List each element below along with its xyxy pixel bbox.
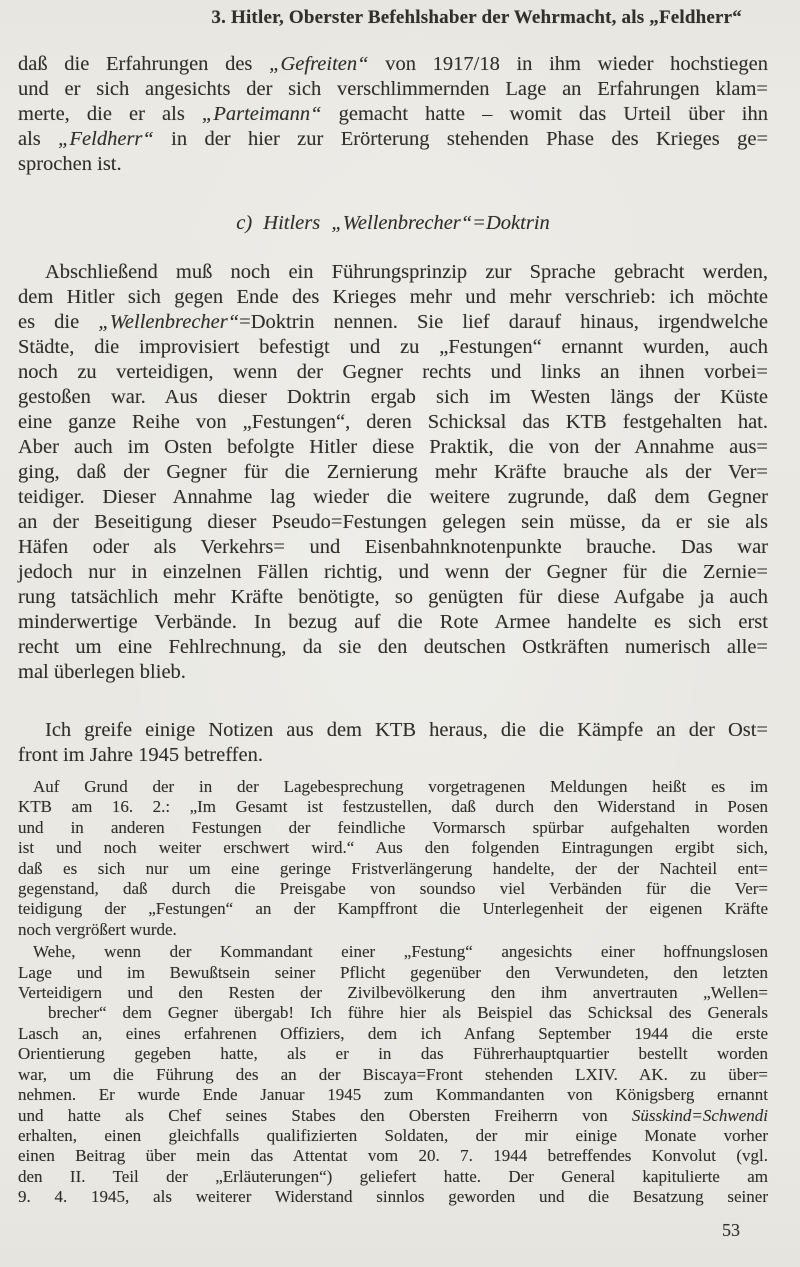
paragraph-ktb-einleitung	[18, 718, 768, 768]
text-line	[18, 102, 768, 127]
text-line	[18, 743, 768, 768]
body-text: es die	[18, 311, 99, 333]
paragraph-wellenbrecher-doktrin	[18, 260, 768, 685]
emphasized-text: „Feldherr“	[58, 128, 154, 150]
section-heading: c) Hitlers „Wellenbrecher“=Doktrin	[236, 212, 550, 234]
body-text: erhalten, einen gleichfalls qualifizierten Soldaten, der mir einige Monate vorher	[18, 1125, 768, 1145]
text-line	[18, 963, 768, 983]
text-line	[18, 1126, 768, 1146]
text-line	[18, 310, 768, 335]
body-text: 9. 4. 1945, als weiterer Widerstand sinnlos geworden und die Besatzung seiner	[18, 1187, 768, 1207]
body-text: Ich greife einige Notizen aus dem KTB heraus, die die Kämpfe an der Ost=	[45, 719, 768, 741]
page-number: 53	[722, 1219, 740, 1240]
text-line	[18, 610, 768, 635]
body-text: Auf Grund der in der Lagebesprechung vorgetragenen Meldungen heißt es im	[33, 777, 768, 796]
body-text: minderwertige Verbände. In bezug auf die Rote Armee handelte es sich erst	[18, 611, 768, 633]
text-line	[18, 983, 768, 1003]
body-text: war, um die Führung des an der Biscaya=Front stehenden LXIV. AK. zu über=	[18, 1064, 768, 1084]
body-text: front im Jahre 1945 betreffen.	[18, 744, 263, 766]
text-line	[18, 460, 768, 485]
text-line	[18, 838, 768, 858]
emphasized-text: „Gefreiten“	[269, 53, 369, 75]
text-line	[18, 1167, 768, 1187]
body-text: an der Beseitigung dieser Pseudo=Festungen gelegen sein müsse, da er sie als	[18, 511, 768, 533]
body-text: Städte, die improvisiert befestigt und zu „Festungen“ ernannt wurden, auch	[18, 336, 768, 358]
text-line	[18, 797, 768, 817]
body-text: KTB am 16. 2.: „Im Gesamt ist festzustellen, daß durch den Widerstand in Posen	[18, 797, 768, 817]
body-text: daß die Erfahrungen des	[18, 53, 270, 75]
text-line	[18, 335, 768, 360]
text-line	[18, 1085, 768, 1105]
body-text: gemacht hatte – womit das Urteil über ihn	[321, 103, 768, 125]
body-text: merte, die er als	[18, 103, 202, 125]
body-text: noch zu verteidigen, wenn der Gegner rechts und links an ihnen vorbei=	[18, 361, 768, 383]
text-line	[18, 360, 768, 385]
text-line	[18, 535, 768, 560]
emphasized-text: Süsskind=Schwendi	[631, 1105, 768, 1125]
text-line	[18, 1003, 768, 1023]
emphasized-text: „Wellenbrecher“	[98, 311, 240, 333]
body-text: als	[18, 128, 59, 150]
text-line	[18, 485, 768, 510]
text-line	[18, 510, 768, 535]
body-text: in der hier zur Erörterung stehenden Phase des Krieges ge=	[153, 128, 768, 150]
running-header: 3. Hitler, Oberster Befehlshaber der Wehrmacht, als „Feldherr“	[211, 7, 742, 28]
body-text: jedoch nur in einzelnen Fällen richtig, und wenn der Gegner für die Zernie=	[18, 561, 768, 583]
body-text: mal überlegen blieb.	[18, 661, 186, 683]
text-line	[18, 585, 768, 610]
text-line	[18, 560, 768, 585]
body-text: Verteidigern und den Resten der Zivilbevölkerung den ihm anvertrauten „Wellen=	[18, 983, 768, 1003]
text-line	[18, 385, 768, 410]
paragraph-continuation	[18, 52, 768, 177]
body-text: eine ganze Reihe von „Festungen“, deren Schicksal das KTB festgehalten hat.	[18, 411, 768, 433]
text-line	[18, 920, 768, 940]
text-line	[18, 152, 768, 177]
text-line	[18, 1044, 768, 1064]
body-text: brecher“ dem Gegner übergab! Ich führe hier als Beispiel das Schicksal des Generals	[48, 1003, 768, 1023]
text-line	[18, 660, 768, 685]
body-text: und in anderen Festungen der feindliche Vormarsch spürbar aufgehalten worden	[18, 817, 768, 837]
body-text: dem Hitler sich gegen Ende des Krieges mehr und mehr verschrieb: ich möchte	[18, 286, 768, 308]
body-text: Aber auch im Osten befolgte Hitler diese Praktik, die von der Annahme aus=	[18, 436, 768, 458]
body-text: Orientierung gegeben hatte, als er in das Führerhauptquartier bestellt worden	[18, 1044, 768, 1064]
body-text: gestoßen war. Aus dieser Doktrin ergab sich im Westen längs der Küste	[18, 386, 768, 408]
body-text: Wehe, wenn der Kommandant einer „Festung“ angesichts einer hoffnungslosen	[33, 942, 768, 962]
text-line	[18, 1146, 768, 1166]
text-line	[18, 879, 768, 899]
body-text: von 1917/18 in ihm wieder hochstiegen	[368, 53, 768, 75]
body-text: Lasch an, eines erfahrenen Offiziers, dem ich Anfang September 1944 die erste	[18, 1023, 768, 1043]
paragraph-ktb-zitat	[18, 777, 768, 940]
text-line	[18, 899, 768, 919]
body-text: einen Beitrag über mein das Attentat vom 20. 7. 1944 betreffendes Konvolut (vgl.	[18, 1146, 768, 1166]
body-text: ging, daß der Gegner für die Zernierung mehr Kräfte brauche als der Ver=	[18, 461, 768, 483]
body-text: rung tatsächlich mehr Kräfte benötigte, so genügten für diese Aufgabe ja auch	[18, 586, 768, 608]
body-text: Abschließend muß noch ein Führungsprinzip zur Sprache gebracht werden,	[45, 261, 768, 283]
body-text: Häfen oder als Verkehrs= und Eisenbahnknotenpunkte brauche. Das war	[18, 536, 768, 558]
body-text: teidiger. Dieser Annahme lag wieder die weitere zugrunde, daß dem Gegner	[18, 486, 768, 508]
text-line	[18, 635, 768, 660]
text-line	[18, 1065, 768, 1085]
body-text: den II. Teil der „Erläuterungen“) geliefert hatte. Der General kapitulierte am	[18, 1166, 768, 1186]
text-line	[18, 1187, 768, 1207]
text-line	[18, 77, 768, 102]
body-text: daß es sich nur um eine geringe Fristverlängerung handelte, der der Nachteil ent=	[18, 858, 768, 878]
body-text: nehmen. Er wurde Ende Januar 1945 zum Kommandanten von Königsberg ernannt	[18, 1085, 768, 1105]
text-line	[18, 260, 768, 285]
body-text: und hatte als Chef seines Stabes den Obersten Freiherrn von	[18, 1105, 632, 1125]
text-line	[18, 942, 768, 962]
body-text: =Doktrin nennen. Sie lief darauf hinaus, irgendwelche	[239, 311, 768, 333]
body-text: sprochen ist.	[18, 153, 122, 175]
emphasized-text: „Parteimann“	[201, 103, 322, 125]
text-line	[18, 127, 768, 152]
body-text: Lage und im Bewußtsein seiner Pflicht gegenüber den Verwundeten, den letzten	[18, 962, 768, 982]
text-line	[18, 859, 768, 879]
body-text: und er sich angesichts der sich verschlimmernden Lage an Erfahrungen klam=	[18, 78, 768, 100]
body-text: noch vergrößert wurde.	[18, 919, 177, 939]
text-line	[18, 818, 768, 838]
body-text: gegenstand, daß durch die Preisgabe von soundso viel Verbänden für die Ver=	[18, 879, 768, 899]
text-line	[18, 1106, 768, 1126]
text-line	[18, 1024, 768, 1044]
body-text: recht um eine Fehlrechnung, da sie den deutschen Ostkräften numerisch alle=	[18, 636, 768, 658]
text-line	[18, 777, 768, 797]
text-line	[18, 718, 768, 743]
body-text: ist und noch weiter erschwert wird.“ Aus den folgenden Eintragungen ergibt sich,	[18, 838, 768, 858]
text-line	[18, 435, 768, 460]
text-line	[18, 285, 768, 310]
text-line	[18, 52, 768, 77]
paragraph-general-lasch	[18, 942, 768, 1207]
body-text: teidigung der „Festungen“ an der Kampffront die Unterlegenheit der eigenen Kräfte	[18, 899, 768, 919]
text-line	[18, 410, 768, 435]
